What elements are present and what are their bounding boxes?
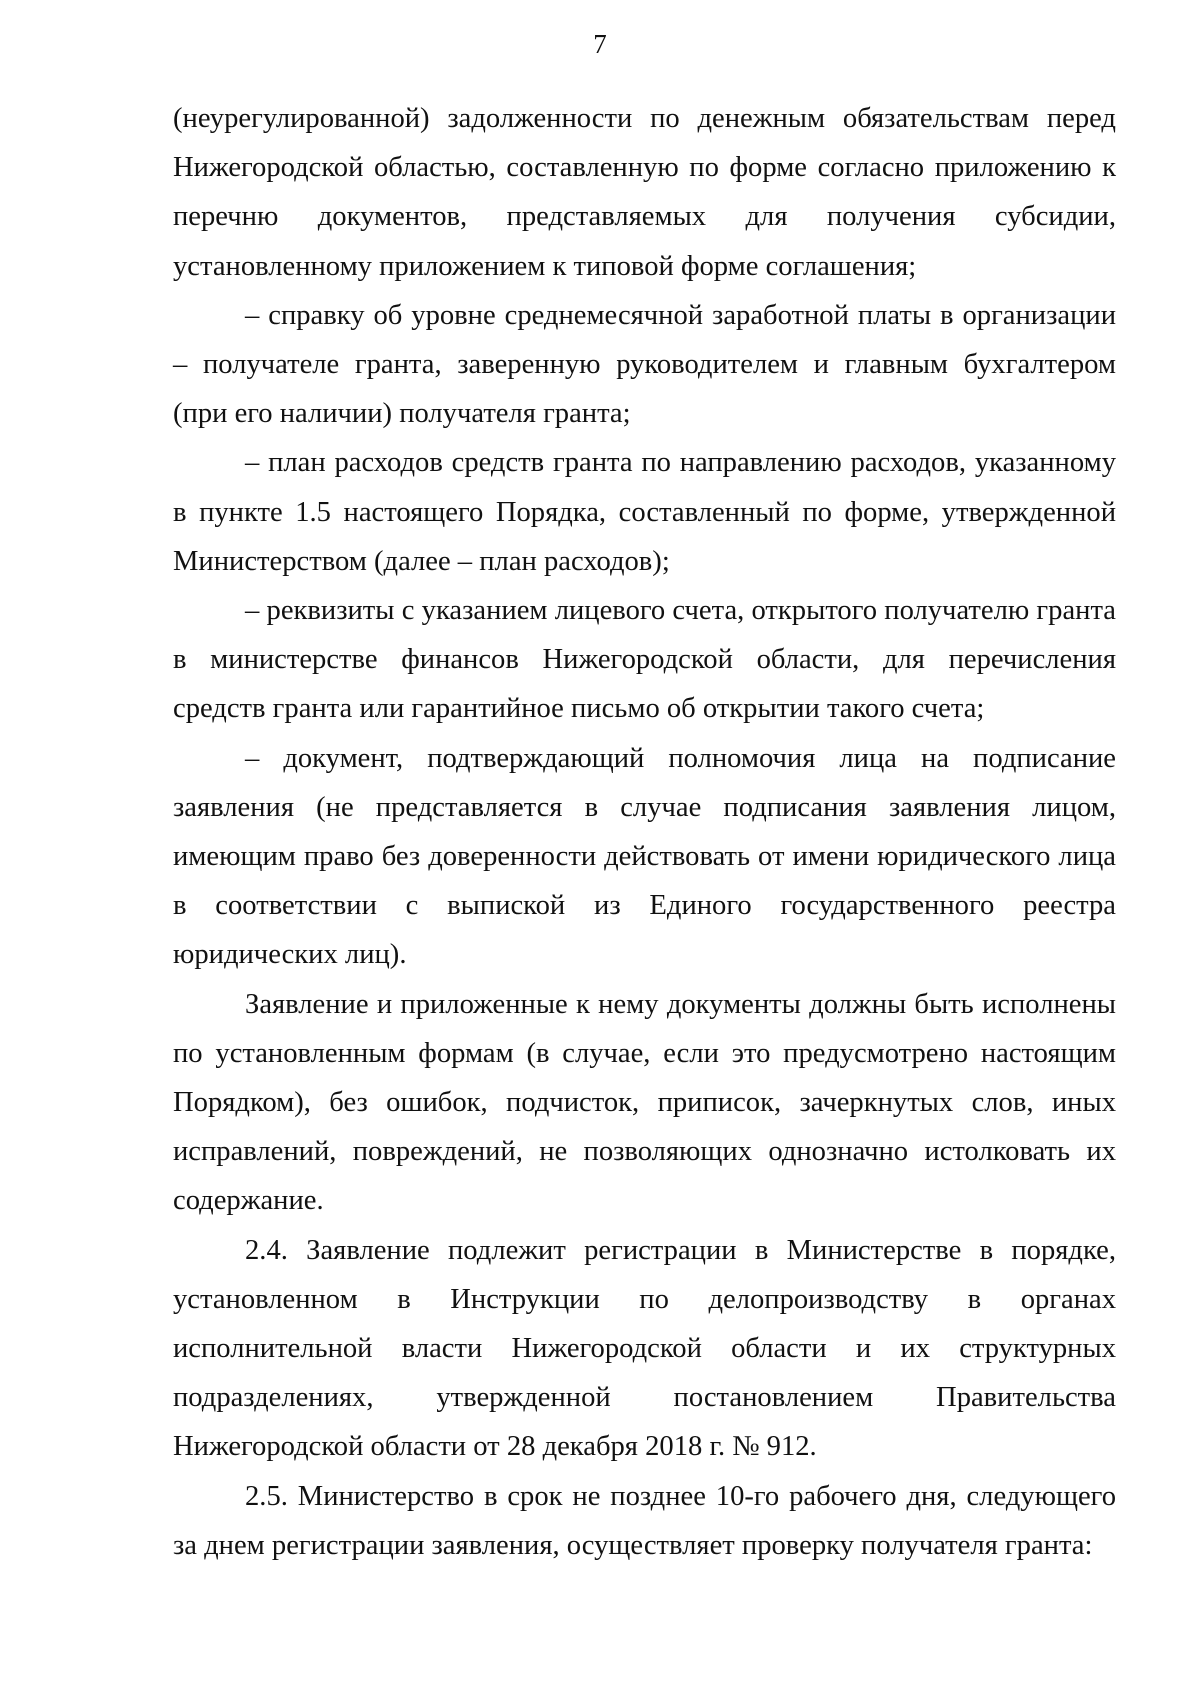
document-body (173, 94, 1116, 1570)
paragraph-expense-plan: – план расходов средств гранта по направлению расходов, указанному в пункте 1.5 настоящего Порядка, составленный по форме, утвержденной Министерством (далее – план расходов); (173, 447, 1116, 577)
paragraph-form-requirements: Заявление и приложенные к нему документы должны быть исполнены по установленным формам (в случае, если это предусмотрено настоящим Порядком), без ошибок, подчисток, приписок, зачеркнутых слов, иных исправлений, повреждений, не позволяющих однозначно истолковать их содержание. (173, 988, 1116, 1217)
paragraph-section-2-4: 2.4. Заявление подлежит регистрации в Министерстве в порядке, установленном в Инструкции по делопроизводству в органах исполнительной власти Нижегородской области и их структурных подразделениях, утвержденной постановлением Правительства Нижегородской области от 28 декабря 2018 г. № 912. (173, 1234, 1116, 1463)
paragraph-account-details: – реквизиты с указанием лицевого счета, открытого получателю гранта в министерстве финансов Нижегородской области, для перечисления средств гранта или гарантийное письмо об открытии такого счета; (173, 595, 1116, 725)
paragraph-section-2-5: 2.5. Министерство в срок не позднее 10-го рабочего дня, следующего за днем регистрации заявления, осуществляет проверку получателя гранта: (173, 1480, 1116, 1561)
page-number: 7 (593, 29, 607, 59)
paragraph-salary-certificate: – справку об уровне среднемесячной заработной платы в организации – получателе гранта, заверенную руководителем и главным бухгалтером (при его наличии) получателя гранта; (173, 299, 1116, 430)
paragraph-debt-certificate-continuation: (неурегулированной) задолженности по денежным обязательствам перед Нижегородской областью, составленную по форме согласно приложению к перечню документов, представляемых для получения субсидии, установленному приложением к типовой форме соглашения; (173, 103, 1116, 282)
paragraph-authority-document: – документ, подтверждающий полномочия лица на подписание заявления (не представляется в случае подписания заявления лицом, имеющим право без доверенности действовать от имени юридического лица в соответствии с выпиской из Единого государственного реестра юридических лиц). (173, 742, 1116, 971)
